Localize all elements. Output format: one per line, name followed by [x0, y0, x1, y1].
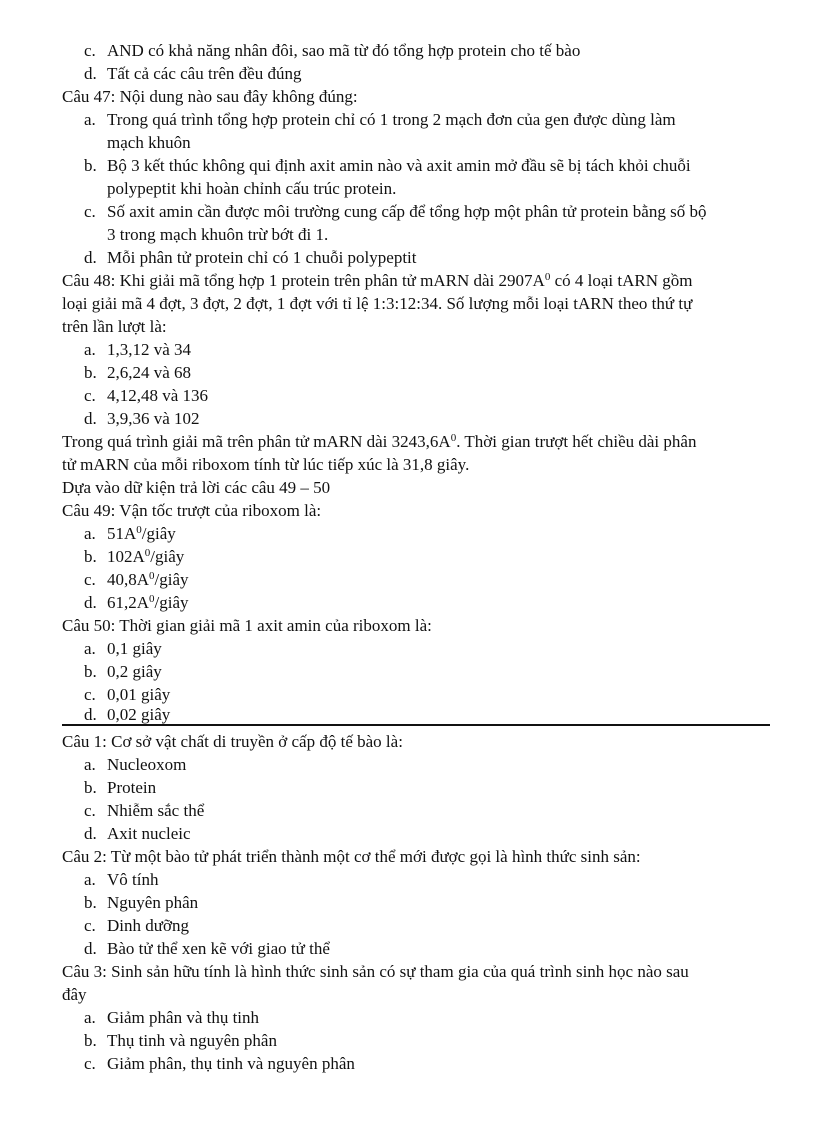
q49-title: Câu 49: Vận tốc trượt của riboxom là:: [62, 501, 322, 520]
q3-line-2: đây: [62, 985, 87, 1004]
q48-line-3: trên lần lượt là:: [62, 317, 167, 336]
q50-option-c: c. 0,01 giây: [84, 685, 171, 704]
q47-option-a-cont: mạch khuôn: [107, 133, 191, 152]
q1-option-b: b. Protein: [84, 778, 157, 797]
q48-option-a: a. 1,3,12 và 34: [84, 340, 192, 359]
q47-option-a: a. Trong quá trình tổng hợp protein chỉ có 1 trong 2 mạch đơn của gen được dùng làm: [84, 110, 676, 129]
context-line-1: Trong quá trình giải mã trên phân tử mARN dài $3243,6A^0$. Thời gian trượt hết chiều dài phân: [62, 432, 697, 451]
q49-option-c: c. $40,8A^0$/giây: [84, 570, 189, 589]
q50-option-b: b. 0,2 giây: [84, 662, 162, 681]
q1-option-d: d. Axit nucleic: [84, 824, 191, 843]
q46-option-c: c. AND có khả năng nhân đôi, sao mã từ đó tổng hợp protein cho tế bào: [84, 41, 581, 60]
q2-option-a: a. Vô tính: [84, 870, 159, 889]
q48-option-b: b. 2,6,24 và 68: [84, 363, 192, 382]
q1-option-c: c. Nhiễm sắc thể: [84, 801, 205, 820]
q47-option-d: d. Mỗi phân tử protein chỉ có 1 chuỗi polypeptit: [84, 248, 417, 267]
section-divider: [62, 724, 770, 726]
q48-line-2: loại giải mã 4 đợt, 3 đợt, 2 đợt, 1 đợt với tỉ lệ 1:3:12:34. Số lượng mỗi loại tARN theo thứ tự: [62, 294, 693, 313]
q2-title: Câu 2: Từ một bào tử phát triển thành một cơ thể mới được gọi là hình thức sinh sản:: [62, 847, 641, 866]
q47-title: Câu 47: Nội dung nào sau đây không đúng:: [62, 87, 358, 106]
q47-option-b-cont: polypeptit khi hoàn chỉnh cấu trúc protein.: [107, 179, 397, 198]
q50-title: Câu 50: Thời gian giải mã 1 axit amin của riboxom là:: [62, 616, 432, 635]
q50-option-d: d. 0,02 giây: [84, 705, 171, 724]
q47-option-c: c. Số axit amin cần được môi trường cung cấp để tổng hợp một phân tử protein bằng số bộ: [84, 202, 707, 221]
q48-option-c: c. 4,12,48 và 136: [84, 386, 209, 405]
q48-option-d: d. 3,9,36 và 102: [84, 409, 200, 428]
q49-option-b: b. $102A^0$/giây: [84, 547, 185, 566]
q49-option-d: d. $61,2A^0$/giây: [84, 593, 189, 612]
q1-title: Câu 1: Cơ sở vật chất di truyền ở cấp độ tế bào là:: [62, 732, 403, 751]
q2-option-b: b. Nguyên phân: [84, 893, 199, 912]
q48-line-1: Câu 48: Khi giải mã tổng hợp 1 protein trên phân tử mARN dài $2907A^0$ có 4 loại tARN gồm: [62, 271, 693, 290]
q49-option-a: a. $51A^0$/giây: [84, 524, 176, 543]
q3-option-b: b. Thụ tinh và nguyên phân: [84, 1031, 277, 1050]
q3-line-1: Câu 3: Sinh sản hữu tính là hình thức sinh sản có sự tham gia của quá trình sinh học nào sau: [62, 962, 689, 981]
q2-option-d: d. Bào tử thể xen kẽ với giao tử thể: [84, 939, 330, 958]
context-line-2: tử mARN của mỗi riboxom tính từ lúc tiếp xúc là 31,8 giây.: [62, 455, 470, 474]
q1-option-a: a. Nucleoxom: [84, 755, 187, 774]
context-line-3: Dựa vào dữ kiện trả lời các câu 49 – 50: [62, 478, 331, 497]
q47-option-c-cont: 3 trong mạch khuôn trừ bớt đi 1.: [107, 225, 329, 244]
q46-option-d: d. Tất cả các câu trên đều đúng: [84, 64, 302, 83]
q3-option-a: a. Giảm phân và thụ tinh: [84, 1008, 260, 1027]
q2-option-c: c. Dinh dưỡng: [84, 916, 189, 935]
q3-option-c: c. Giảm phân, thụ tinh và nguyên phân: [84, 1054, 355, 1073]
q50-option-a: a. 0,1 giây: [84, 639, 162, 658]
q47-option-b: b. Bộ 3 kết thúc không qui định axit amin nào và axit amin mở đầu sẽ bị tách khỏi chuỗi: [84, 156, 691, 175]
